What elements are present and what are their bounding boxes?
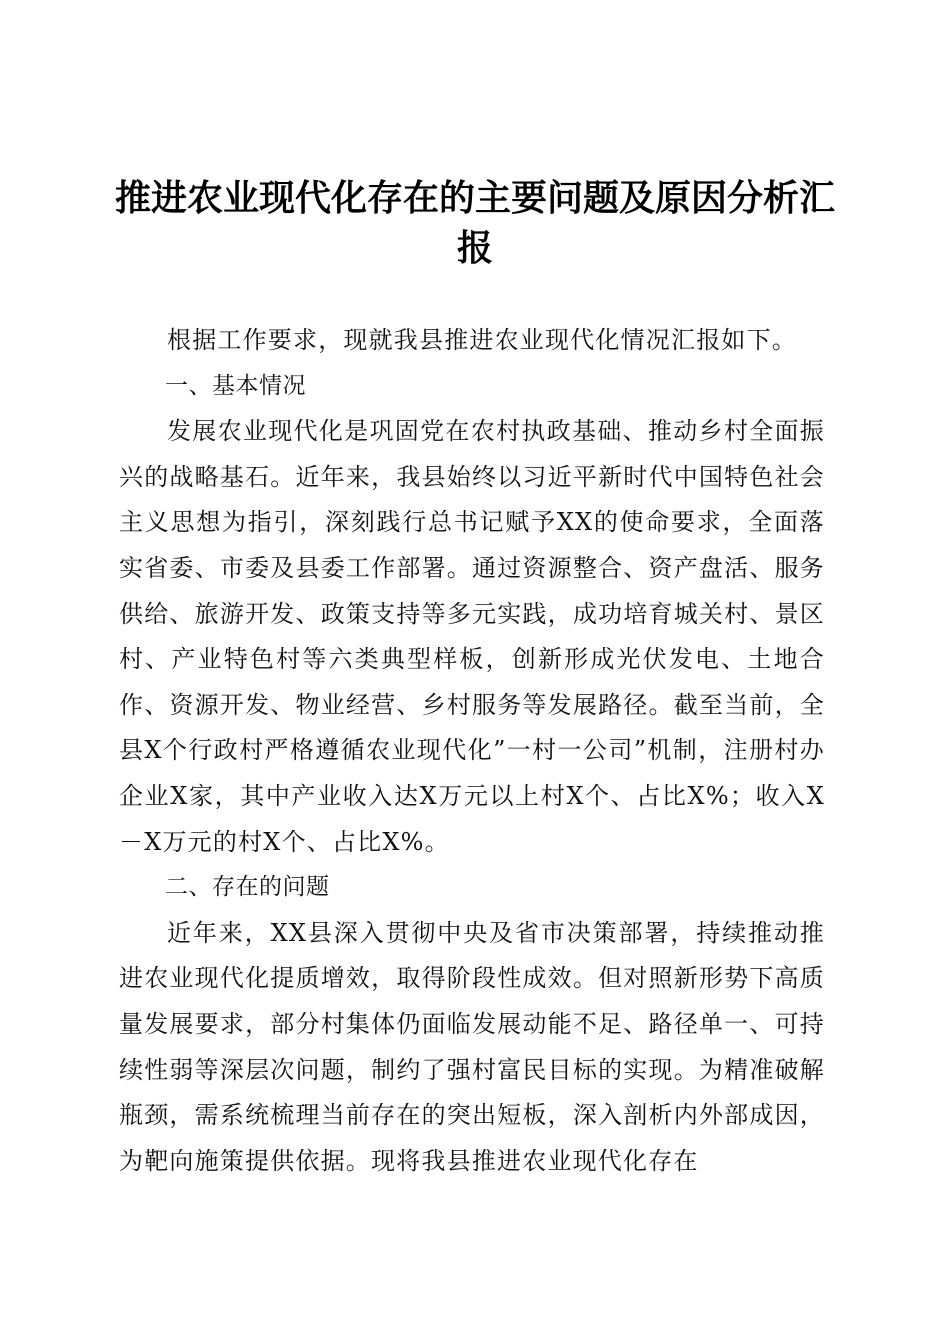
section-heading-basic-situation: 一、基本情况 [165, 372, 306, 399]
intro-paragraph: 根据工作要求，现就我县推进农业现代化情况汇报如下。 [167, 326, 797, 354]
section-heading-existing-problems: 二、存在的问题 [165, 874, 330, 901]
section-paragraph-basic-situation: 发展农业现代化是巩固党在农村执政基础、推动乡村全面振兴的战略基石。近年来，我县始终以习近平新时代中国特色社会主义思想为指引，深刻践行总书记赋予XX的使命要求，全面落实省委、市委及县委工作部署。通过资源整合、资产盘活、服务供给、旅游开发、政策支持等多元实践，成功培育城关村、景区村、产业特色村等六类典型样板，创新形成光伏发电、土地合作、资源开发、物业经营、乡村服务等发展路径。截至当前，全县X个行政村严格遵循农业现代化”一村一公司”机制，注册村办企业X家，其中产业收入达X万元以上村X个、占比X%；收入X－X万元的村X个、占比X%。 [119, 417, 825, 856]
section-paragraph-existing-problems: 近年来，XX县深入贯彻中央及省市决策部署，持续推动推进农业现代化提质增效，取得阶段性成效。但对照新形势下高质量发展要求，部分村集体仍面临发展动能不足、路径单一、可持续性弱等深层次问题，制约了强村富民目标的实现。为精准破解瓶颈，需系统梳理当前存在的突出短板，深入剖析内外部成因，为靶向施策提供依据。现将我县推进农业现代化存在 [119, 918, 825, 1175]
document-body [119, 318, 825, 1184]
document-title: 推进农业现代化存在的主要问题及原因分析汇报 [114, 177, 835, 269]
